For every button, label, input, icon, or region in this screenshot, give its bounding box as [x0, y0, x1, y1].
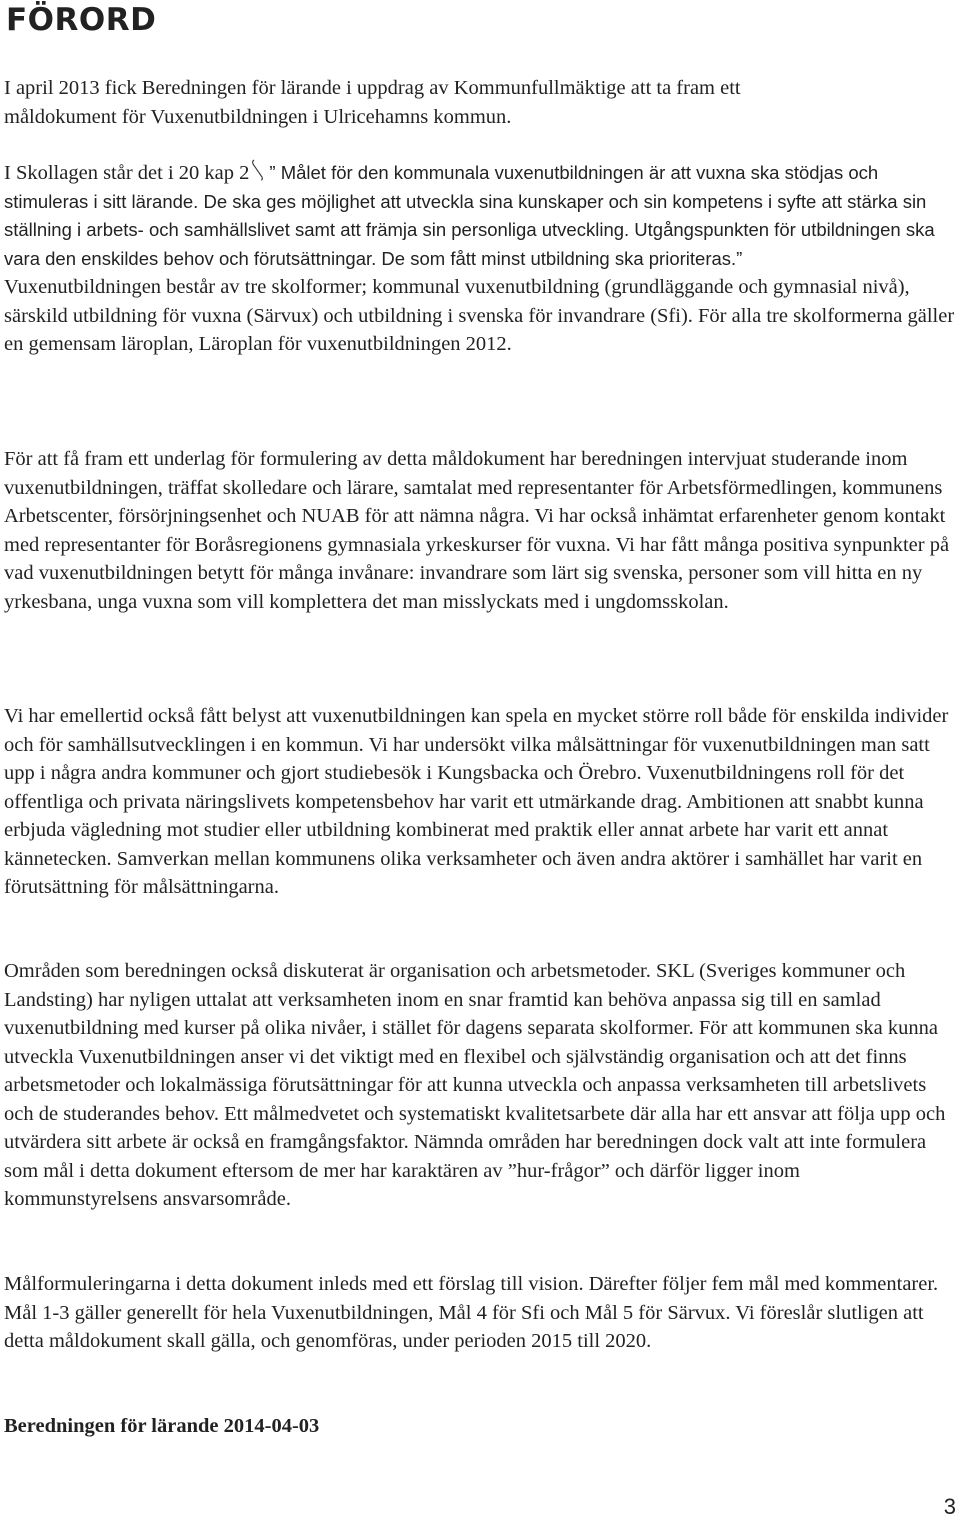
skolformer-text: Vuxenutbildningen består av tre skolformer; kommunal vuxenutbildning (grundläggande och gymnasial nivå), särskild utbildning för vuxna (Särvux) och utbildning i svenska för invandrare (Sfi). För alla tre skolformerna gäller en gemensam läroplan, Läroplan för vuxenutbildningen 2012.: [4, 276, 955, 355]
skollagen-paragraph: [4, 159, 958, 359]
page-title: FÖRORD: [6, 2, 157, 38]
organisation-paragraph: Områden som beredningen också diskuterat är organisation och arbetsmetoder. SKL (Sveriges kommuner och Landsting) har nyligen uttalat att verksamheten inom en snar framtid kan behöva anpassa sig till en samlad vuxenutbildning med kurser på olika nivåer, i stället för dagens separata skolformer. För att kommunen ska kunna utveckla Vuxenutbildningen anser vi det viktigt med en flexibel och självständig organisation och att det finns arbetsmetoder och lokalmässiga förutsättningar för att kunna utveckla och anpassa verksamheten till arbetslivets och de studerandes behov. Ett målmedvetet och systematiskt kvalitetsarbete där alla har ett ansvar att följa upp och utvärdera sitt arbete är också en framgångsfaktor. Nämnda områden har beredningen dock valt att inte formulera som mål i detta dokument eftersom de mer har karaktären av ”hur-frågor” och därför ligger inom kommunstyrelsens ansvarsområde.: [4, 960, 946, 1210]
page-number: 3: [943, 1494, 956, 1519]
section-mark-icon: [251, 159, 265, 181]
malformuleringar-paragraph: Målformuleringarna i detta dokument inleds med ett förslag till vision. Därefter följer fem mål med kommentarer. Mål 1-3 gäller generellt för hela Vuxenutbildningen, Mål 4 för Sfi och Mål 5 för Särvux. Vi föreslår slutligen att detta måldokument skall gälla, och genomföras, under perioden 2015 till 2020.: [4, 1273, 939, 1352]
intro-line-2: måldokument för Vuxenutbildningen i Ulricehamns kommun.: [4, 105, 512, 128]
skollagen-quote: De ska ges möjlighet att utveckla sina kunskaper och sin kompetens i syfte att stärka sin ställning i arbets- och samhällslivet samt att främja sin personliga utveckling. Utgångspunkten för utbildningen ska vara den enskildes behov och förutsättningar. De som fått minst utbildning ska prioriteras.”: [4, 190, 935, 269]
underlag-paragraph: För att få fram ett underlag för formulering av detta måldokument har beredningen intervjuat studerande inom vuxenutbildningen, träffat skolledare och lärare, samtalat med representanter för Arbetsförmedlingen, kommunens Arbetscenter, försörjningsenhet och NUAB för att nämna några. Vi har också inhämtat erfarenheter genom kontakt med representanter för Boråsregionens gymnasiala yrkeskurser för vuxna. Vi har fått många positiva synpunkter på vad vuxenutbildningen betytt för många invånare: invandrare som lärt sig svenska, personer som vill hitta en ny yrkesbana, unga vuxna som vill komplettera det man misslyckats med i ungdomsskolan.: [4, 448, 950, 613]
signature: Beredningen för lärande 2014-04-03: [4, 1415, 320, 1437]
roll-paragraph: Vi har emellertid också fått belyst att vuxenutbildningen kan spela en mycket större roll både för enskilda individer och för samhällsutvecklingen i en kommun. Vi har undersökt vilka målsättningar för vuxenutbildningen man satt upp i några andra kommuner och gjort studiebesök i Kungsbacka och Örebro. Vuxenutbildningens roll för det offentliga och privata näringslivets kompetensbehov har varit ett utmärkande drag. Ambitionen att snabbt kunna erbjuda vägledning mot studier eller utbildning kombinerat med praktik eller annat arbete har varit ett annat kännetecken. Samverkan mellan kommunens olika verksamheter och även andra aktörer i samhället har varit en förutsättning för målsättningarna.: [4, 705, 949, 898]
skollagen-intro: I Skollagen står det i 20 kap 2: [4, 162, 250, 184]
skollagen-quote-start: ” Målet för den kommunala vuxenutbildningen är att vuxna ska stödjas och stimuleras i sitt lärande.: [4, 162, 879, 212]
intro-paragraph: [4, 74, 958, 131]
intro-line-1: I april 2013 fick Beredningen för lärande i uppdrag av Kommunfullmäktige att ta fram ett: [4, 77, 741, 99]
